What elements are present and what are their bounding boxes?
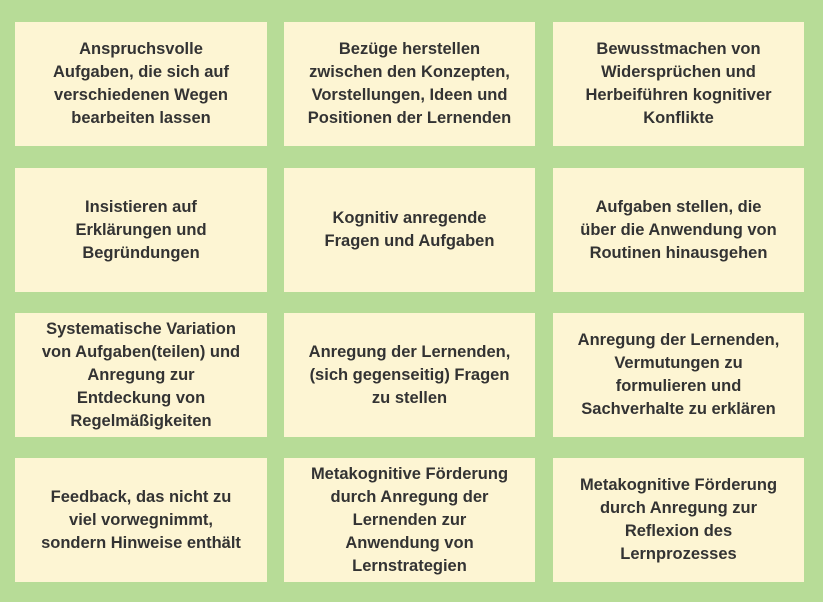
card-anspruchsvolle-aufgaben (15, 22, 267, 146)
card-label: Bezüge herstellen zwischen den Konzepten, Vorstellungen, Ideen und Positionen der Lernenden (307, 40, 512, 127)
card-vermutungen-formulieren (553, 313, 804, 437)
card-systematische-variation (15, 313, 267, 437)
card-widersprueche (553, 22, 804, 146)
card-kognitiv-anregende-fragen (284, 168, 535, 292)
card-label: Aufgaben stellen, die über die Anwendung von Routinen hinausgehen (580, 197, 777, 262)
card-label: Feedback, das nicht zu viel vorwegnimmt, sondern Hinweise enthält (41, 487, 241, 552)
card-label: Metakognitive Förderung durch Anregung der Lernenden zur Anwendung von Lernstrategien (310, 464, 509, 575)
card-metakognitive-lernstrategien (284, 458, 535, 582)
card-label: Insistieren auf Erklärungen und Begründungen (75, 197, 207, 262)
card-aufgaben-ueber-routinen (553, 168, 804, 292)
card-label: Kognitiv anregende Fragen und Aufgaben (324, 209, 495, 250)
card-label: Systematische Variation von Aufgaben(teilen) und Anregung zur Entdeckung von Regelmäßigkeiten (41, 319, 241, 430)
card-label: Anregung der Lernenden, Vermutungen zu formulieren und Sachverhalte zu erklären (577, 331, 780, 418)
card-label: Metakognitive Förderung durch Anregung zur Reflexion des Lernprozesses (579, 476, 778, 563)
card-bezuege-herstellen (284, 22, 535, 146)
card-label: Anspruchsvolle Aufgaben, die sich auf verschiedenen Wegen bearbeiten lassen (52, 40, 230, 127)
card-insistieren (15, 168, 267, 292)
card-metakognitive-reflexion (553, 458, 804, 582)
card-feedback (15, 458, 267, 582)
card-fragen-stellen (284, 313, 535, 437)
card-label: Anregung der Lernenden, (sich gegenseitig) Fragen zu stellen (308, 342, 511, 407)
card-label: Bewusstmachen von Widersprüchen und Herbeiführen kognitiver Konflikte (585, 40, 772, 127)
